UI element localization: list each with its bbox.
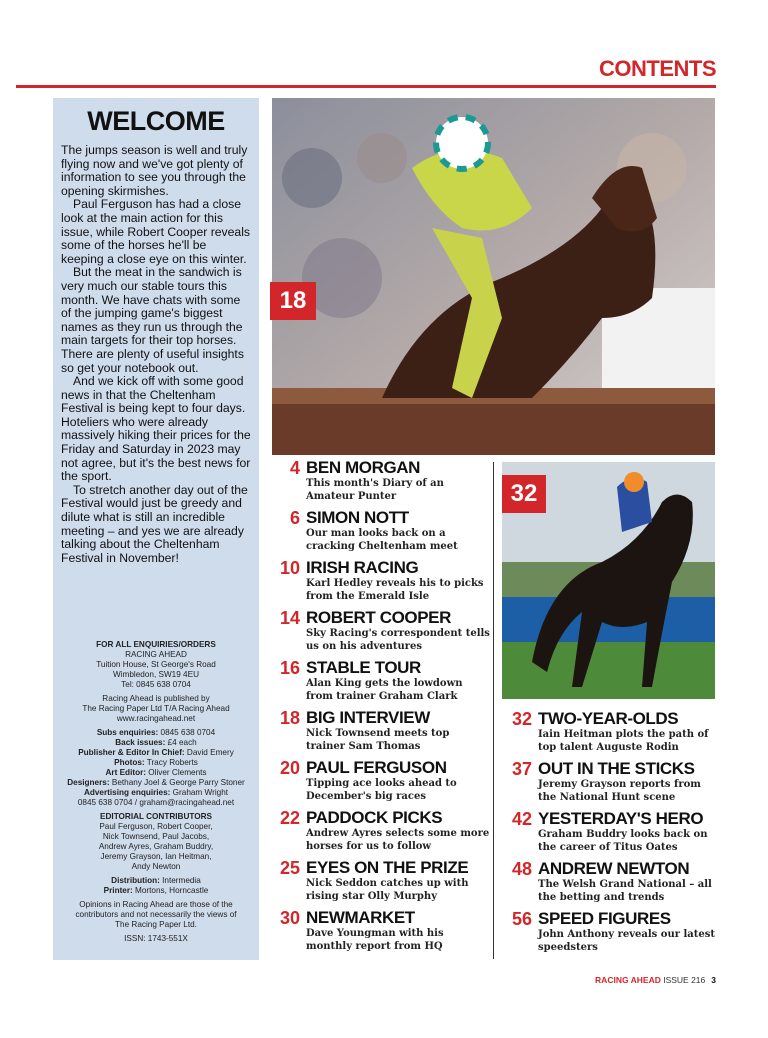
entry-title: TWO-YEAR-OLDS	[538, 709, 679, 728]
contents-entry[interactable]	[268, 508, 490, 553]
entry-description: Karl Hedley reveals his to picks from the Emerald Isle	[306, 578, 484, 602]
credit-line	[59, 748, 253, 758]
credit-line	[59, 778, 253, 788]
welcome-paragraph: And we kick off with some good news in that the Cheltenham Festival is being kept to four days. Hoteliers who were already massively hiking their prices for the Friday and Saturday in 2023 may not agree, but it's the best news for the sport.	[61, 374, 251, 484]
entry-title: ROBERT COOPER	[306, 608, 451, 627]
page-number: 32	[511, 709, 532, 729]
advertising-contact: 0845 638 0704 / graham@racingahead.net	[77, 798, 235, 807]
contributors-line: Andy Newton	[131, 862, 181, 871]
entry-description: Andrew Ayres selects some more horses for us to follow	[306, 828, 490, 852]
contents-entry[interactable]	[268, 808, 490, 853]
entry-description: Alan King gets the lowdown from trainer Graham Clark	[306, 678, 463, 702]
credit-value: Tracy Roberts	[144, 758, 198, 767]
company-name: RACING AHEAD	[125, 650, 187, 659]
entry-title: ANDREW NEWTON	[538, 859, 690, 878]
welcome-sidebar	[53, 98, 259, 960]
credit-label: Advertising enquiries:	[83, 788, 171, 797]
page-number-footer: 3	[711, 975, 716, 985]
entry-title: EYES ON THE PRIZE	[306, 858, 469, 877]
welcome-body	[61, 144, 251, 565]
entry-title: BEN MORGAN	[306, 458, 421, 477]
page-number: 20	[279, 758, 300, 778]
page-number: 10	[279, 558, 300, 578]
contents-entry[interactable]	[500, 709, 720, 754]
entry-description: Tipping ace looks ahead to December's big races	[306, 778, 457, 802]
entry-title: IRISH RACING	[306, 558, 419, 577]
credit-value: Bethany Joel & George Parry Stoner	[109, 778, 245, 787]
entry-title: OUT IN THE STICKS	[538, 759, 695, 778]
entry-description: Dave Youngman with his monthly report from HQ	[306, 928, 444, 952]
publisher-line: Racing Ahead is published by	[102, 694, 210, 703]
credit-label: Printer:	[103, 886, 133, 895]
entry-description: John Anthony reveals our latest speedsters	[538, 929, 715, 953]
contributors-label: EDITORIAL CONTRIBUTORS	[100, 812, 212, 821]
entry-description: Jeremy Grayson reports from the National Hunt scene	[538, 779, 701, 803]
page-number: 25	[279, 858, 300, 878]
page-footer	[595, 975, 716, 985]
header-rule	[16, 85, 716, 88]
credit-value: Intermedia	[159, 876, 201, 885]
section-title: CONTENTS	[599, 56, 716, 81]
entry-title: PADDOCK PICKS	[306, 808, 443, 827]
issn: ISSN: 1743-551X	[124, 934, 188, 943]
credit-label: Distribution:	[111, 876, 160, 885]
footer-issue: ISSUE 216	[660, 975, 706, 985]
contents-entry[interactable]	[268, 558, 490, 603]
main-feature-photo[interactable]	[272, 98, 715, 455]
entry-title: BIG INTERVIEW	[306, 708, 430, 727]
credit-label: Photos:	[114, 758, 145, 767]
entry-title: SPEED FIGURES	[538, 909, 671, 928]
credit-line	[59, 738, 253, 748]
contents-list-right	[500, 709, 720, 959]
entry-description: Nick Townsend meets top trainer Sam Thomas	[306, 728, 450, 752]
page-number: 14	[279, 608, 300, 628]
publisher-line: The Racing Paper Ltd T/A Racing Ahead	[82, 704, 230, 713]
contributors-line: Andrew Ayres, Graham Buddry,	[98, 842, 214, 851]
page-number: 56	[511, 909, 532, 929]
credit-label: Publisher & Editor In Chief:	[78, 748, 185, 757]
contents-entry[interactable]	[268, 908, 490, 953]
credit-line	[59, 886, 253, 896]
credit-line	[59, 788, 253, 798]
contents-entry[interactable]	[268, 658, 490, 703]
page-number: 30	[279, 908, 300, 928]
credit-value: Graham Wright	[170, 788, 229, 797]
page-number: 16	[279, 658, 300, 678]
entry-description: Our man looks back on a cracking Cheltenham meet	[306, 528, 458, 552]
credit-line	[59, 876, 253, 886]
entry-description: Graham Buddry looks back on the career of Titus Oates	[538, 829, 708, 853]
welcome-paragraph: To stretch another day out of the Festival would just be greedy and dilute what is still an incredible meeting – and yes we are already talking about the Cheltenham Festival in November!	[61, 482, 248, 565]
contents-entry[interactable]	[268, 458, 490, 503]
welcome-paragraph: Paul Ferguson has had a close look at the main action for this issue, while Robert Cooper reveals some of the horses he'll be keeping a close eye on this winter.	[61, 197, 250, 266]
disclaimer-line: The Racing Paper Ltd.	[115, 920, 197, 929]
entry-title: PAUL FERGUSON	[306, 758, 447, 777]
contents-entry[interactable]	[268, 608, 490, 653]
welcome-paragraph: The jumps season is well and truly flying now and we've got plenty of information to see you through the opening skirmishes.	[61, 143, 248, 198]
telephone: Tel: 0845 638 0704	[121, 680, 191, 689]
column-divider	[493, 462, 494, 959]
credit-line	[59, 728, 253, 738]
contents-list-left	[268, 458, 490, 958]
page-number: 37	[511, 759, 532, 779]
masthead-info	[59, 640, 253, 948]
page-number: 48	[511, 859, 532, 879]
address-line: Tuition House, St George's Road	[96, 660, 216, 669]
contributors-line: Nick Townsend, Paul Jacobs,	[102, 832, 210, 841]
entry-description: This month's Diary of an Amateur Punter	[306, 478, 444, 502]
contents-entry[interactable]	[500, 909, 720, 954]
credit-label: Art Editor:	[105, 768, 146, 777]
credit-value: 0845 638 0704	[158, 728, 216, 737]
entry-description: The Welsh Grand National – all the betting and trends	[538, 879, 712, 903]
credit-value: David Emery	[184, 748, 234, 757]
credit-label: Designers:	[67, 778, 110, 787]
entry-title: YESTERDAY'S HERO	[538, 809, 704, 828]
credit-value: Oliver Clements	[145, 768, 207, 777]
page-number: 42	[511, 809, 532, 829]
disclaimer-line: contributors and not necessarily the views of	[75, 910, 237, 919]
credit-label: Back issues:	[115, 738, 166, 747]
website-link[interactable]: www.racingahead.net	[116, 714, 196, 723]
entry-description: Nick Seddon catches up with rising star Olly Murphy	[306, 878, 469, 902]
contents-entry[interactable]	[500, 859, 720, 904]
horse-jump-illustration	[272, 98, 715, 455]
disclaimer-line: Opinions in Racing Ahead are those of the	[79, 900, 233, 909]
welcome-paragraph: But the meat in the sandwich is very much our stable tours this month. We have chats with some of the jumping game's biggest names as they run us through the main targets for their top horses. There are plenty of useful insights so get your notebook out.	[61, 265, 244, 375]
entry-title: SIMON NOTT	[306, 508, 409, 527]
page-number: 22	[279, 808, 300, 828]
contributors-line: Paul Ferguson, Robert Cooper,	[99, 822, 213, 831]
entry-description: Iain Heitman plots the path of top talent Auguste Rodin	[538, 729, 709, 753]
page-badge: 32	[502, 475, 546, 513]
entry-description: Sky Racing's correspondent tells us on his adventures	[306, 628, 490, 652]
contents-entry[interactable]	[268, 758, 490, 803]
contributors-line: Jeremy Grayson, Ian Heitman,	[100, 852, 212, 861]
credit-value: Mortons, Horncastle	[132, 886, 209, 895]
page-number: 18	[279, 708, 300, 728]
address-line: Wimbledon, SW19 4EU	[112, 670, 199, 679]
enquiries-label: FOR ALL ENQUIRIES/ORDERS	[96, 640, 216, 649]
entry-title: STABLE TOUR	[306, 658, 421, 677]
credit-line	[59, 768, 253, 778]
credit-value: £4 each	[165, 738, 197, 747]
page-number: 4	[289, 458, 300, 478]
contents-entry[interactable]	[500, 809, 720, 854]
footer-brand: RACING AHEAD	[595, 975, 661, 985]
credit-label: Subs enquiries:	[96, 728, 159, 737]
page-number: 6	[289, 508, 300, 528]
credit-line	[59, 758, 253, 768]
contents-entry[interactable]	[268, 858, 490, 903]
entry-title: NEWMARKET	[306, 908, 415, 927]
contents-entry[interactable]	[500, 759, 720, 804]
contents-entry[interactable]	[268, 708, 490, 753]
welcome-title: WELCOME	[87, 106, 225, 136]
page-badge: 18	[270, 282, 316, 320]
